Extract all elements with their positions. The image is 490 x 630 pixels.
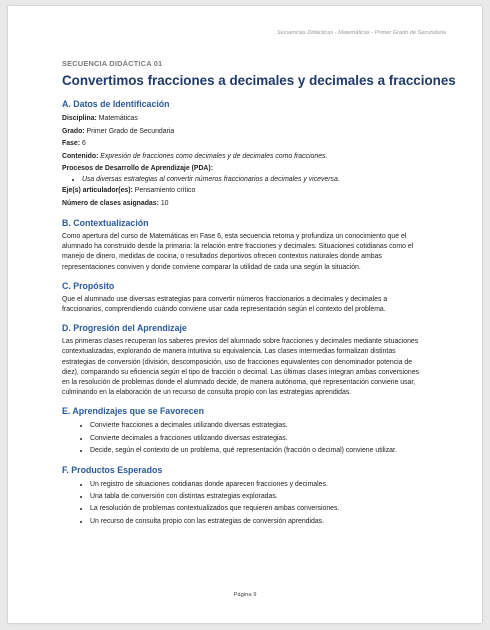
field-contenido xyxy=(62,151,428,164)
proposito-text: Que el alumnado use diversas estrategias para convertir números fraccionarios a decimales y decimales a fraccionarios, comprendiendo cuándo conviene usar cada representación según el contexto del problema. xyxy=(62,295,388,314)
field-grado xyxy=(62,126,428,139)
list-item: • Convierte decimales a fracciones utilizando diversas estrategias. xyxy=(90,433,428,445)
page-number: Página 9 xyxy=(233,592,257,598)
section-d-heading: D. Progresión del Aprendizaje xyxy=(62,323,187,334)
section-a-heading: A. Datos de Identificación xyxy=(62,99,170,109)
contenido-label: Contenido: xyxy=(62,152,99,160)
eje-value: Pensamiento crítico xyxy=(134,187,196,194)
document-page xyxy=(8,6,482,623)
disciplina-value: Matemáticas xyxy=(98,115,138,122)
fase-value: 6 xyxy=(81,140,86,147)
pda-list xyxy=(62,174,428,185)
section-c-heading: C. Propósito xyxy=(62,280,115,291)
sequence-kicker: SECUENCIA DIDÁCTICA 01 xyxy=(62,59,163,68)
field-fase xyxy=(62,138,428,151)
field-disciplina xyxy=(62,113,428,126)
grado-label: Grado: xyxy=(62,127,85,135)
section-f-heading: F. Productos Esperados xyxy=(62,465,163,476)
list-item: • Convierte fracciones a decimales utilizando diversas estrategias. xyxy=(90,420,428,432)
pda-label: Procesos de Desarrollo de Aprendizaje (PDA): xyxy=(62,165,213,172)
list-item: • La resolución de problemas contextualizados que requieren ambas conversiones. xyxy=(90,503,428,515)
list-item: • Decide, según el contexto de un problema, qué representación (fracción o decimal) conviene utilizar. xyxy=(90,445,428,457)
productos-list xyxy=(62,479,428,528)
list-item: • Un recurso de consulta propio con las estrategias de conversión aprendidas. xyxy=(90,516,428,528)
field-pda xyxy=(62,163,428,185)
document-title: Convertimos fracciones a decimales y decimales a fracciones xyxy=(62,73,456,88)
aprendizajes-list xyxy=(62,420,428,457)
grado-value: Primer Grado de Secundaria xyxy=(86,127,175,135)
field-clases xyxy=(62,198,428,211)
contenido-value: Expresión de fracciones como decimales y de decimales como fracciones. xyxy=(100,152,328,160)
section-e-heading: E. Aprendizajes que se Favorecen xyxy=(62,406,204,417)
clases-value: 10 xyxy=(160,199,169,207)
eje-label: Eje(s) articulador(es): xyxy=(62,187,133,194)
running-header: Secuencias Didácticas - Matemáticas - Primer Grado de Secundaria xyxy=(276,30,446,36)
list-item: • Una tabla de conversión con distintas estrategias exploradas. xyxy=(90,491,428,503)
pda-item: • Usa diversas estrategias al convertir números fraccionarios a decimales y viceversa. xyxy=(82,174,428,185)
disciplina-label: Disciplina: xyxy=(62,115,97,122)
contextualizacion-text: Como apertura del curso de Matemáticas en Fase 6, esta secuencia retoma y profundiza un conocimiento que el alumnado ha construido desde la primaria: la relación entre fracciones y decimales. Situaciones cotidianas como el manejo de dinero, medidas de cocina, o resultados deportivos ofrecen contextos naturales donde ambas representaciones conviven y donde conviene comparar la utilidad de cada una según la situación. xyxy=(62,233,414,271)
field-eje xyxy=(62,185,428,198)
section-b-heading: B. Contextualización xyxy=(62,218,149,228)
list-item: • Un registro de situaciones cotidianas donde aparecen fracciones y decimales. xyxy=(90,479,428,491)
clases-label: Número de clases asignadas: xyxy=(62,199,159,207)
progresion-text: Las primeras clases recuperan los saberes previos del alumnado sobre fracciones y decimales mediante situaciones contextualizadas, explorando de manera intuitiva su equivalencia. Las clases intermedias formalizan distintas estrategias de conversión (división, descomposición, uso de fracciones equivalentes con denominador potencia de diez), comparando su eficiencia según el tipo de fracción o decimal. Las últimas clases integran ambas conversiones en la resolución de problemas donde el alumnado decide, de manera autónoma, qué representación conviene usar, culminando en la elaboración de un recurso de consulta propio con las estrategias aprendidas. xyxy=(62,338,419,397)
fase-label: Fase: xyxy=(62,140,81,147)
